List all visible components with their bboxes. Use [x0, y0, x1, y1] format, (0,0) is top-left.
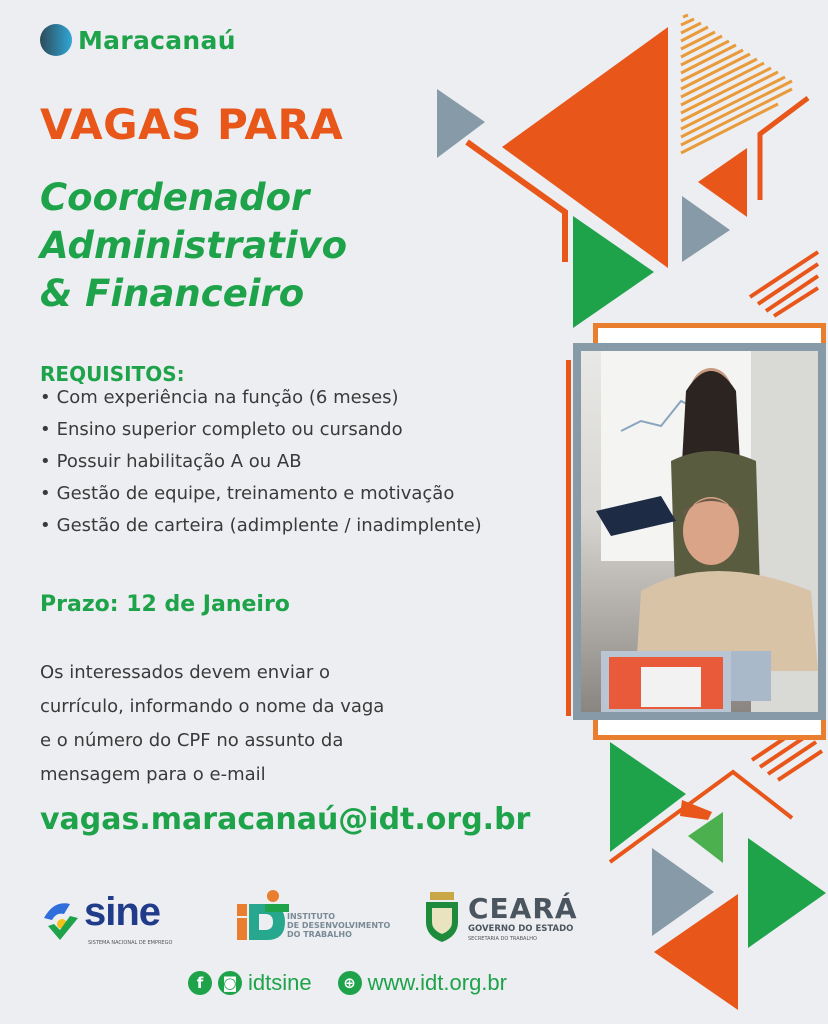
sine-mark-icon: [40, 896, 80, 944]
job-title-line-1: Coordenador: [40, 176, 310, 219]
decorative-line: [566, 360, 571, 716]
ceara-line2: SECRETARIA DO TRABALHO: [468, 936, 537, 942]
ceara-wordmark: CEARÁ: [468, 892, 578, 925]
idt-mark-icon: [235, 890, 291, 946]
requirements-list: [40, 384, 482, 544]
brand-header: [40, 24, 236, 56]
sine-wordmark: sine: [84, 890, 161, 934]
social-links: [188, 970, 507, 996]
brand-name: Maracanaú: [78, 25, 236, 55]
green-triangle-bottom-2: [748, 838, 826, 948]
headline: VAGAS PARA: [40, 100, 344, 149]
sine-subtitle: SISTEMA NACIONAL DE EMPREGO: [88, 940, 173, 946]
ceara-logo: [424, 890, 594, 950]
photo-illustration: [581, 351, 818, 712]
job-title-line-3: & Financeiro: [40, 272, 305, 315]
sine-logo: [40, 890, 200, 952]
ceara-line1: GOVERNO DO ESTADO: [468, 924, 574, 934]
instagram-icon[interactable]: ◙: [218, 971, 242, 995]
email-link[interactable]: vagas.maracanaú@idt.org.br: [40, 802, 531, 837]
idt-logo: [235, 890, 395, 950]
website-link[interactable]: www.idt.org.br: [367, 970, 507, 995]
office-photo: [573, 343, 826, 720]
globe-icon: ⊕: [338, 971, 362, 995]
requirement-item: • Gestão de carteira (adimplente / inadimplente): [40, 512, 482, 544]
requirement-item: • Gestão de equipe, treinamento e motivação: [40, 480, 482, 512]
job-title: [40, 174, 347, 318]
ceara-coat-of-arms-icon: [424, 892, 460, 942]
requirement-item: • Com experiência na função (6 meses): [40, 384, 482, 416]
requirements-title: REQUISITOS:: [40, 362, 185, 386]
partner-logos: [40, 890, 600, 954]
brand-circle-icon: [40, 24, 72, 56]
social-handle[interactable]: idtsine: [248, 970, 312, 995]
facebook-icon[interactable]: f: [188, 971, 212, 995]
job-title-line-2: Administrativo: [40, 224, 348, 267]
requirement-item: • Ensino superior completo ou cursando: [40, 416, 482, 448]
photo-content: [581, 351, 818, 712]
requirement-item: • Possuir habilitação A ou AB: [40, 448, 482, 480]
deadline: Prazo: 12 de Janeiro: [40, 592, 290, 617]
instructions: Os interessados devem enviar o currículo, informando o nome da vaga e o número do CPF no assunto da mensagem para o e-mail: [40, 662, 385, 785]
idt-text: INSTITUTO DE DESENVOLVIMENTO DO TRABALHO: [287, 912, 391, 939]
